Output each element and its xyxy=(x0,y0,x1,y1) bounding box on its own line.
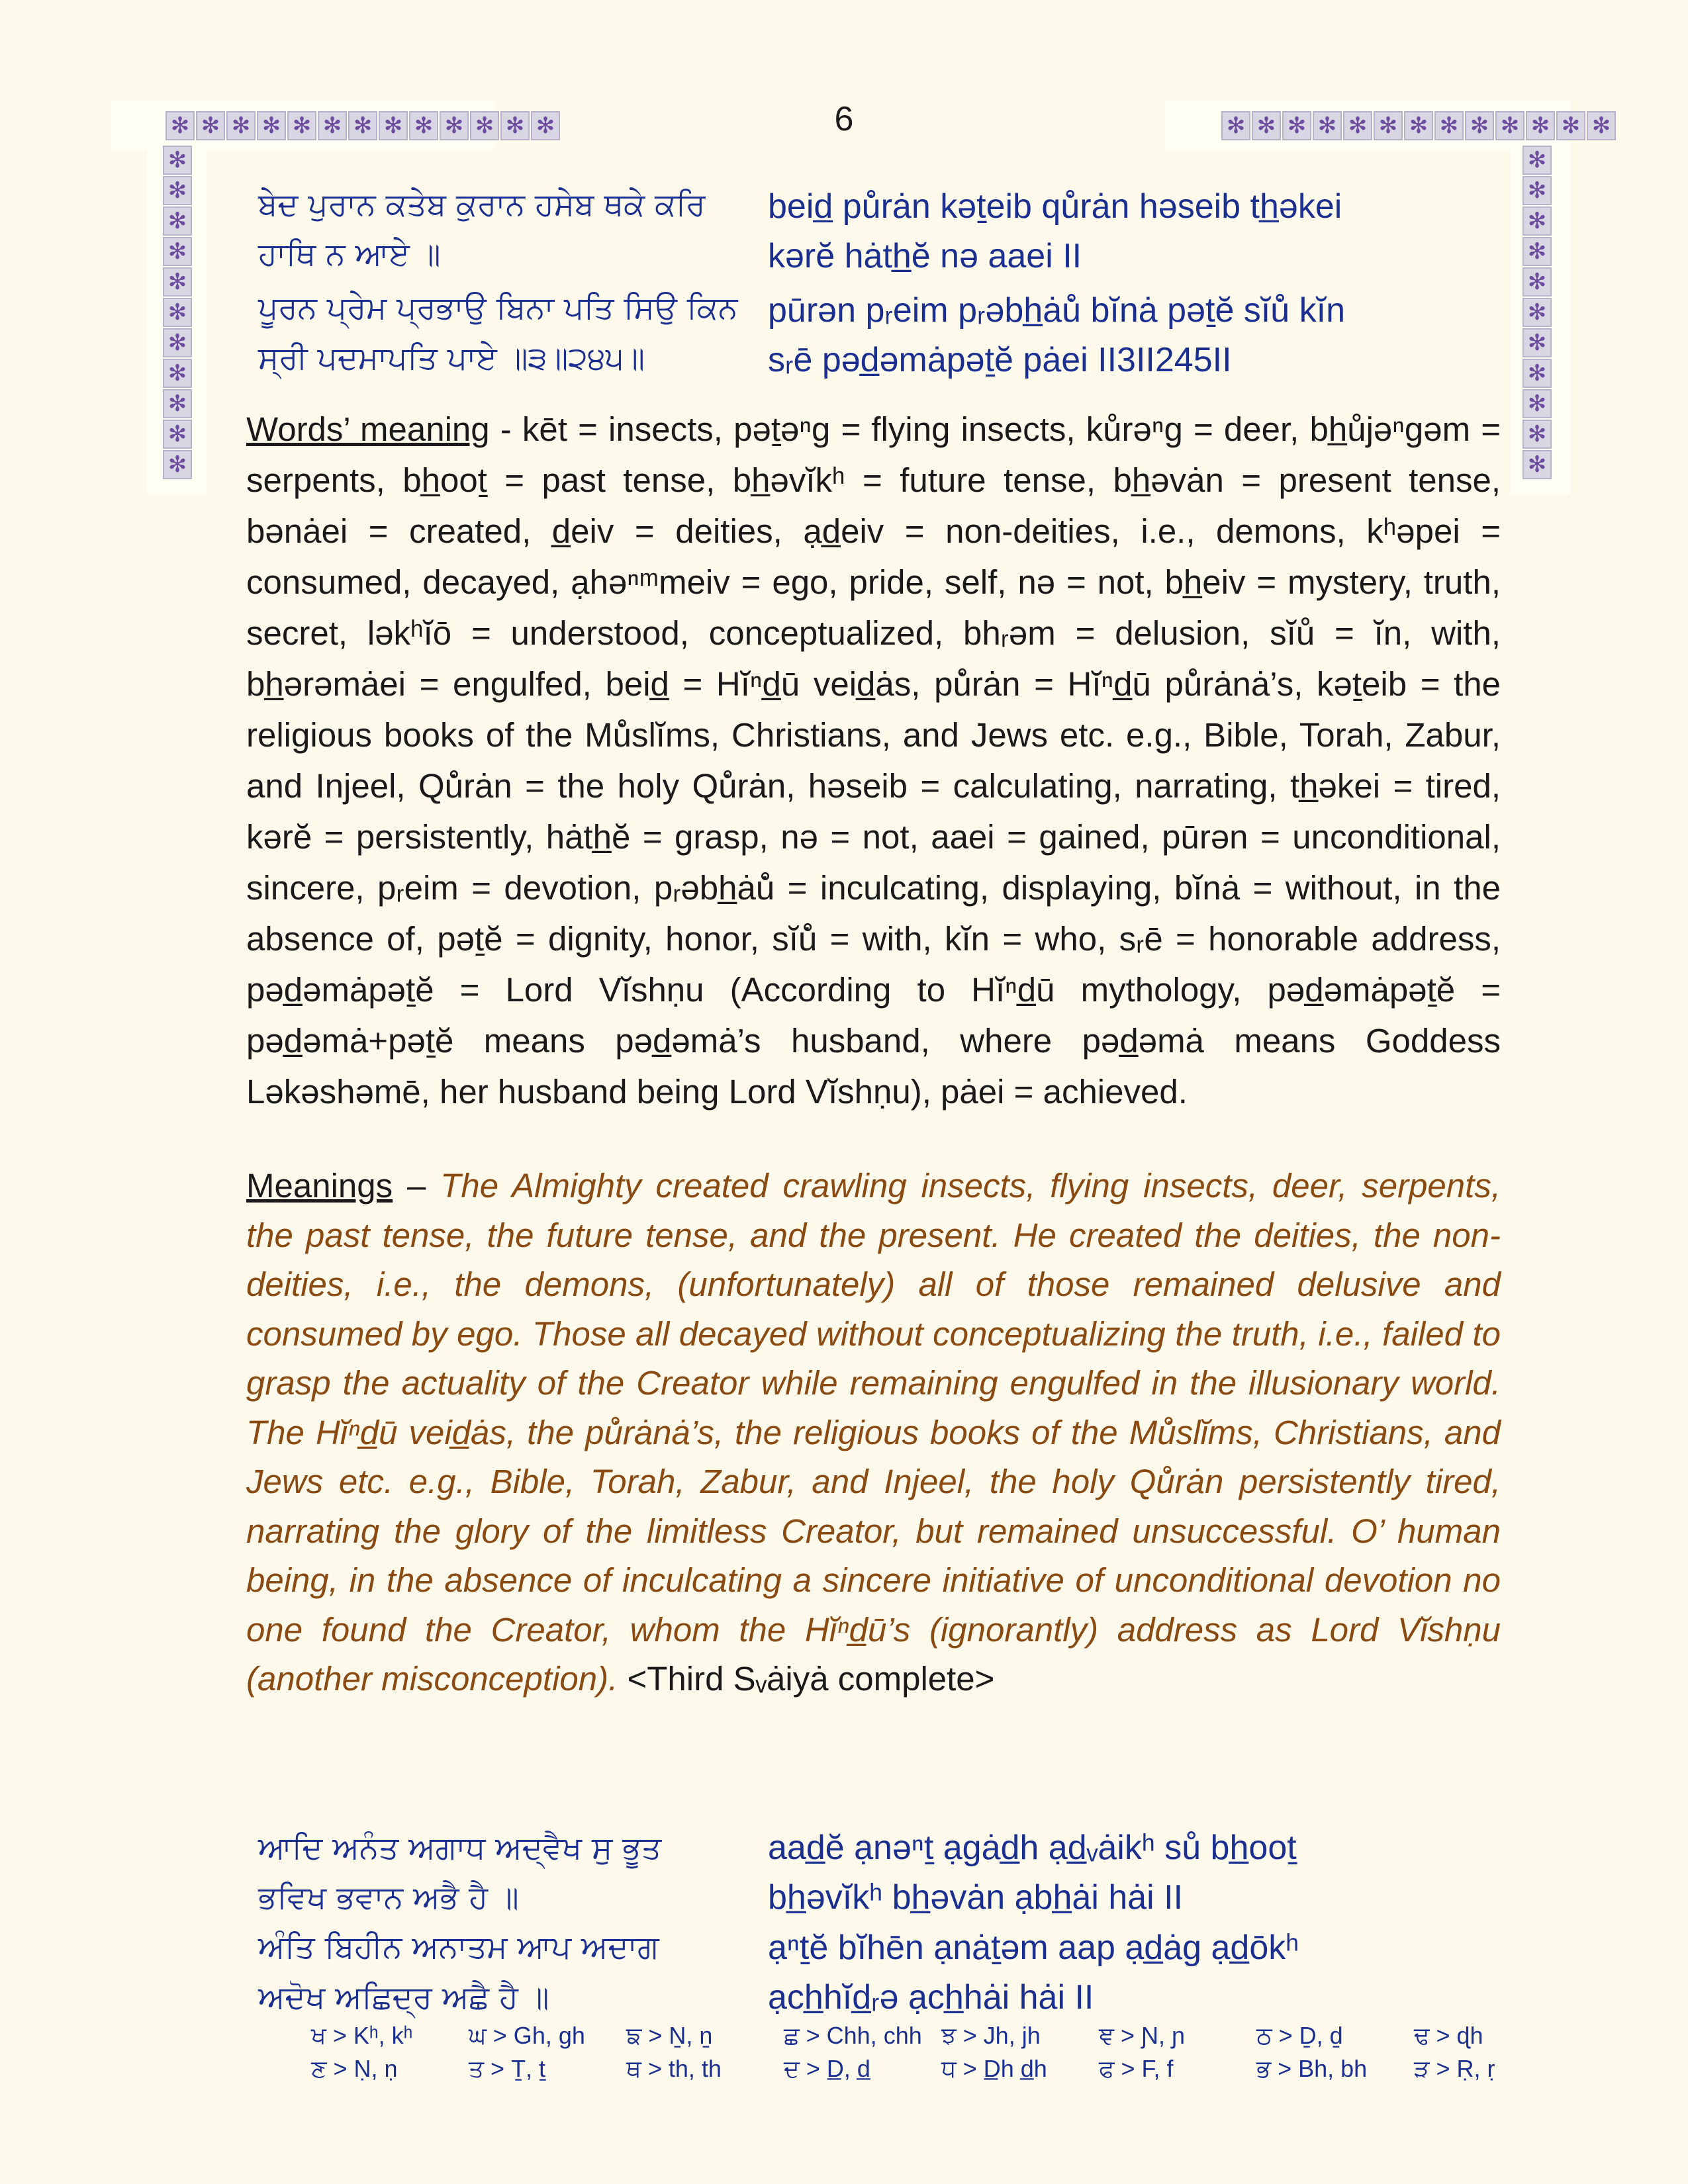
star-icon: ✻ xyxy=(163,176,192,205)
legend-entry: ਤ > Ṯ, ṯ xyxy=(469,2055,546,2082)
legend-entry: ਦ > D̲, d̲ xyxy=(784,2055,870,2082)
translit-line: pūrən pᵣeim pᵣəbh̲ȧů̇ bĭnȧ pəṯĕ sĭů̇ kĭn xyxy=(768,291,1345,330)
star-icon: ✻ xyxy=(287,111,316,140)
star-column-right xyxy=(1523,146,1552,479)
star-icon: ✻ xyxy=(163,298,192,327)
star-icon: ✻ xyxy=(1523,420,1552,449)
star-icon: ✻ xyxy=(1523,176,1552,205)
star-icon: ✻ xyxy=(409,111,438,140)
legend-entry: ਠ > Ḏ, ḏ xyxy=(1256,2022,1343,2049)
star-icon: ✻ xyxy=(196,111,225,140)
legend-entry: ਫ > F, f xyxy=(1099,2055,1174,2082)
star-icon: ✻ xyxy=(1495,111,1524,140)
star-icon: ✻ xyxy=(1374,111,1403,140)
star-row-top-right xyxy=(1221,111,1616,140)
legend-row xyxy=(311,2022,1571,2055)
star-column-left xyxy=(163,146,192,479)
gurmukhi-line: ਭਵਿਖ ਭਵਾਨ ਅਭੈ ਹੈ ॥ xyxy=(258,1880,519,1917)
legend-entry: ਭ > Bh, bh xyxy=(1256,2055,1368,2082)
star-icon: ✻ xyxy=(1523,206,1552,236)
stanza1-gurmukhi xyxy=(258,180,737,383)
star-icon: ✻ xyxy=(1523,146,1552,175)
stanza1-transliteration xyxy=(768,182,1345,386)
legend-entry: ਙ > Ṉ, ṉ xyxy=(626,2022,713,2049)
star-icon: ✻ xyxy=(1523,237,1552,266)
gurmukhi-line: ਸ੍ਰੀ ਪਦਮਾਪਤਿ ਪਾਏ ॥੩॥੨੪੫॥ xyxy=(258,340,645,377)
star-icon: ✻ xyxy=(1313,111,1342,140)
star-icon: ✻ xyxy=(379,111,408,140)
translit-line: ạch̲hĭd̲ᵣə ạch̲hȧi hȧi II xyxy=(768,1978,1094,2017)
legend-entry: ਘ > Gh, gh xyxy=(469,2022,585,2049)
star-icon: ✻ xyxy=(1523,389,1552,418)
star-icon: ✻ xyxy=(163,267,192,296)
words-meaning-paragraph xyxy=(246,404,1501,1117)
star-icon: ✻ xyxy=(1556,111,1585,140)
legend-entry: ਖ > Kʰ, kʰ xyxy=(311,2022,413,2049)
translit-line: kərĕ hȧth̲ĕ nə aaei II xyxy=(768,237,1082,276)
star-icon: ✻ xyxy=(163,146,192,175)
star-row-top-left xyxy=(165,111,560,140)
meanings-text: The Almighty created crawling insects, flying insects, deer, serpents, the past tense, the future tense, and the present. He created the deities, the non-deities, i.e., the demons, (unfortunately) all of those remained delusive and consumed by ego. Those all decayed without conceptualizing the truth, i.e., failed to grasp the actuality of the Creator while remaining engulfed in the illusionary world. The Hĭⁿd̲ū veid̲ȧs, the pů̇rȧnȧ’s, the religious books of the Mů̇slĭms, Christians, and Jews etc. e.g., Bible, Torah, Zabur, and Injeel, the holy Qů̇rȧn persistently tired, narrating the glory of the limitless Creator, but remained unsuccessful. O’ human being, in the absence of inculcating a sincere initiative of unconditional devotion no one found the Creator, whom the Hĭⁿd̲ū’s (ignorantly) address as Lord Vĭshṇu (another misconception). xyxy=(246,1167,1501,1698)
star-icon: ✻ xyxy=(318,111,347,140)
meanings-suffix: <Third Sᵥȧiyȧ complete> xyxy=(618,1660,995,1698)
star-icon: ✻ xyxy=(165,111,195,140)
star-icon: ✻ xyxy=(440,111,469,140)
meanings-dash: – xyxy=(393,1167,441,1205)
star-icon: ✻ xyxy=(1343,111,1372,140)
star-icon: ✻ xyxy=(163,237,192,266)
star-icon: ✻ xyxy=(348,111,377,140)
star-icon: ✻ xyxy=(1587,111,1616,140)
stanza2-gurmukhi xyxy=(258,1823,661,2023)
page-number: 6 xyxy=(834,100,854,138)
legend-entry: ਞ > Ɲ, ɲ xyxy=(1099,2022,1186,2049)
star-icon: ✻ xyxy=(1282,111,1311,140)
star-icon: ✻ xyxy=(1221,111,1250,140)
star-icon: ✻ xyxy=(163,359,192,388)
legend-entry: ਥ > th, th xyxy=(626,2055,722,2082)
star-icon: ✻ xyxy=(1523,359,1552,388)
legend-entry: ਣ > Ṇ, ṇ xyxy=(311,2055,398,2082)
star-icon: ✻ xyxy=(163,450,192,479)
translit-line: aad̲ĕ ạnəⁿṯ ạgȧd̲h ạd̲ᵥȧikʰ sů bh̲ooṯ xyxy=(768,1829,1297,1867)
star-icon: ✻ xyxy=(1252,111,1281,140)
meanings-paragraph xyxy=(246,1161,1501,1704)
gurmukhi-line: ਬੇਦ ਪੁਰਾਨ ਕਤੇਬ ਕੁਰਾਨ ਹਸੇਬ ਥਕੇ ਕਰਿ xyxy=(258,187,706,223)
star-icon: ✻ xyxy=(1465,111,1494,140)
star-icon: ✻ xyxy=(1523,328,1552,357)
translit-line: beid̲ pů̇rȧn kəṯeib qů̇rȧn həseib th̲əkei xyxy=(768,187,1342,226)
star-icon: ✻ xyxy=(531,111,560,140)
legend-entry: ਢ > ɖh xyxy=(1414,2022,1483,2049)
legend-entry: ਧ > D̲h d̲h xyxy=(941,2055,1047,2082)
star-icon: ✻ xyxy=(1404,111,1433,140)
star-icon: ✻ xyxy=(163,389,192,418)
star-icon: ✻ xyxy=(500,111,530,140)
star-icon: ✻ xyxy=(163,420,192,449)
gurmukhi-line: ਆਦਿ ਅਨੰਤ ਅਗਾਧ ਅਦ੍ਵੈਖ ਸੁ ਭੂਤ xyxy=(258,1830,662,1866)
gurmukhi-line: ਅੰਤਿ ਬਿਹੀਨ ਅਨਾਤਮ ਆਪ ਅਦਾਗ xyxy=(258,1929,659,1966)
words-meaning-text: - kēt = insects, pəṯəⁿg = flying insects, kůrəⁿg = deer, bh̲ůjəⁿgəm = serpents, bh̲ooṯ = past tense, bh̲əvĭkʰ = future tense, bh̲əvȧn = present tense, bənȧei = created, d̲eiv = deities, ạd̲eiv = non-deities, i.e., demons, kʰəpei = consumed, decayed, ạhəⁿᵐmeiv = ego, pride, self, nə = not, bh̲eiv = mystery, truth, secret, ləkʰĭō = understood, conceptualized, bhᵣəm = delusion, sĭů = ĭn, with, bh̲ərəmȧei = engulfed, beid̲ = Hĭⁿd̲ū veid̲ȧs, pů̇rȧn = Hĭⁿd̲ū pů̇rȧnȧ’s, kəṯeib = the religious books of the Mů̇slĭms, Christians, and Jews etc. e.g., Bible, Torah, Zabur, and Injeel, Qů̇rȧn = the holy Qů̇rȧn, həseib = calculating, narrating, th̲əkei = tired, kərĕ = persistently, hȧth̲ĕ = grasp, nə = not, aaei = gained, pūrən = unconditional, sincere, pᵣeim = devotion, pᵣəbh̲ȧů̇ = inculcating, displaying, bĭnȧ = without, in the absence of, pəṯĕ = dignity, honor, sĭů̇ = with, kĭn = who, sᵣē = honorable address, pəd̲əmȧpəṯĕ = Lord Vĭshṇu (According to Hĭⁿd̲ū mythology, pəd̲əmȧpəṯĕ = pəd̲əmȧ+pəṯĕ means pəd̲əmȧ’s husband, where pəd̲əmȧ means Goddess Ləkəshəmē, her husband being Lord Vĭshṇu), pȧei = achieved. xyxy=(246,410,1501,1111)
meanings-heading: Meanings xyxy=(246,1167,393,1205)
translit-line: bh̲əvĭkʰ bh̲əvȧn ạbh̲ȧi hȧi II xyxy=(768,1878,1184,1917)
gurmukhi-line: ਹਾਥਿ ਨ ਆਏ ॥ xyxy=(258,236,441,273)
star-icon: ✻ xyxy=(226,111,256,140)
star-icon: ✻ xyxy=(1523,267,1552,296)
star-icon: ✻ xyxy=(163,328,192,357)
translit-line: sᵣē pəd̲əmȧpəṯĕ pȧei II3II245II xyxy=(768,341,1232,380)
legend-entry: ਝ > Jh, jh xyxy=(941,2022,1041,2049)
gurmukhi-line: ਅਦੋਖ ਅਛਿਦ੍ਰ ਅਛੈ ਹੈ ॥ xyxy=(258,1979,549,2016)
legend-row xyxy=(311,2055,1571,2088)
translit-line: ạⁿṯĕ bĭhēn ạnȧṯəm aap ạd̲ȧg ạd̲ōkʰ xyxy=(768,1928,1299,1967)
star-icon: ✻ xyxy=(1434,111,1464,140)
star-icon: ✻ xyxy=(1523,298,1552,327)
star-icon: ✻ xyxy=(257,111,286,140)
star-icon: ✻ xyxy=(470,111,499,140)
star-icon: ✻ xyxy=(1523,450,1552,479)
legend-entry: ੜ > Ṛ, ṛ xyxy=(1414,2055,1495,2082)
legend-entry: ਛ > Chh, chh xyxy=(784,2022,922,2049)
star-icon: ✻ xyxy=(1526,111,1555,140)
transliteration-legend xyxy=(311,2022,1571,2088)
stanza2-transliteration xyxy=(768,1823,1299,2023)
gurmukhi-line: ਪੂਰਨ ਪ੍ਰੇਮ ਪ੍ਰਭਾਉ ਬਿਨਾ ਪਤਿ ਸਿਉ ਕਿਨ xyxy=(258,290,738,327)
words-meaning-heading: Words’ meaning xyxy=(246,410,490,448)
star-icon: ✻ xyxy=(163,206,192,236)
